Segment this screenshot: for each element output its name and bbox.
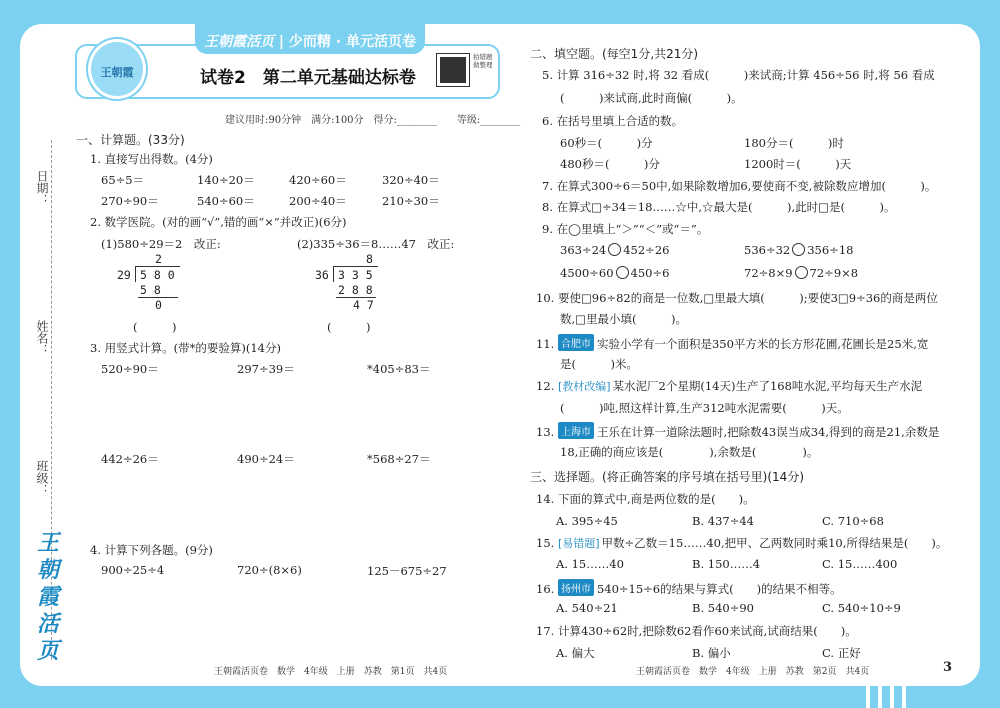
q3-item: 442÷26＝	[101, 452, 159, 466]
q2-title: 2. 数学医院。(对的画“√”,错的画“×”并改正)(6分)	[90, 215, 347, 229]
date-label: 日期：	[35, 170, 49, 206]
q4-item: 720÷(8×6)	[237, 563, 302, 577]
q6-title: 6. 在括号里填上合适的数。	[542, 114, 684, 128]
q11-line1: 11. 合肥市 实验小学有一个面积是350平方米的长方形花圃,花圃长是25米,宽	[536, 334, 928, 352]
ld-b-quotient: 8	[366, 252, 373, 266]
q6-item: 480秒＝( )分	[560, 157, 660, 171]
q15-option: B. 150……4	[692, 557, 761, 571]
section-1-title: 一、计算题。(33分)	[76, 133, 185, 147]
ld-a-bracket	[135, 266, 136, 282]
source-tag: [教材改编]	[557, 380, 611, 393]
q3-item: 490÷24＝	[237, 452, 295, 466]
compare-circle[interactable]	[608, 243, 621, 256]
q2a-answer[interactable]: ( )	[133, 320, 177, 334]
sheet-meta: 建议用时:90分钟 满分:100分 得分:________ 等级:________	[225, 115, 521, 126]
q9-item: 4500÷60 450÷6	[560, 266, 670, 280]
q3-item: *568÷27＝	[367, 452, 431, 466]
ld-a-divisor: 29	[117, 268, 131, 282]
footer-right: 王朝霞活页卷 数学 4年级 上册 苏教 第2页 共4页	[636, 667, 870, 677]
q14-option: B. 437÷44	[692, 514, 754, 528]
q17-option: B. 偏小	[692, 646, 731, 660]
q14-option: A. 395÷45	[556, 514, 618, 528]
top-banner: 王朝霞活页 | 少而精 · 单元活页卷	[195, 24, 425, 54]
q3-item: 520÷90＝	[101, 362, 159, 376]
qr-caption: 拍错题做整理	[473, 53, 493, 69]
section-2-title: 二、填空题。(每空1分,共21分)	[530, 47, 699, 61]
q13-line1: 13. 上海市 王乐在计算一道除法题时,把除数43误当成34,得到的商是21,余数是	[536, 422, 939, 440]
q3-item: 297÷39＝	[237, 362, 295, 376]
q1-item: 420÷60＝	[289, 173, 347, 187]
q15-option: C. 15……400	[822, 557, 898, 571]
compare-circle[interactable]	[792, 243, 805, 256]
q17-option: A. 偏大	[556, 646, 595, 660]
q4-item: 900÷25÷4	[101, 563, 165, 577]
q13-line2: 18,正确的商应该是( ),余数是( )。	[560, 445, 819, 459]
q6-item: 180分＝( )时	[744, 136, 844, 150]
sheet-title: 试卷2 第二单元基础达标卷	[200, 68, 416, 88]
top-title: 少而精 · 单元活页卷	[288, 34, 416, 50]
ld-a-quotient: 2	[155, 252, 162, 266]
q15-option: A. 15……40	[556, 557, 624, 571]
q16-option: A. 540÷21	[556, 601, 618, 615]
source-tag: [易错题]	[557, 537, 600, 550]
q4-title: 4. 计算下列各题。(9分)	[90, 543, 213, 557]
q1-item: 320÷40＝	[382, 173, 440, 187]
ld-b-divisor: 36	[315, 268, 329, 282]
q6-item: 60秒＝( )分	[560, 136, 653, 150]
ld-a-bar	[135, 266, 180, 267]
q5-line1: 5. 计算 316÷32 时,将 32 看成( )来试商;计算 456÷56 时,将 56 看成	[542, 68, 935, 82]
q4-item: 125－675÷27	[367, 564, 447, 578]
region-tag: 扬州市	[558, 579, 594, 596]
ld-a-dividend: 5 8 0	[140, 268, 175, 282]
top-brand: 王朝霞活页	[204, 34, 275, 50]
ld-a-row2: 0	[155, 298, 162, 312]
section-3-title: 三、选择题。(将正确答案的序号填在括号里)(14分)	[530, 470, 804, 484]
ld-b-dividend: 3 3 5	[338, 268, 373, 282]
ld-b-row2: 4 7	[353, 298, 374, 312]
q15-text: 15. [易错题] 甲数÷乙数＝15……40,把甲、乙两数同时乘10,所得结果是( )。	[536, 536, 948, 550]
region-tag: 上海市	[558, 422, 594, 439]
q12-line2: ( )吨,照这样计算,生产312吨水泥需要( )天。	[560, 401, 849, 415]
ld-b-bar	[333, 266, 378, 267]
q1-item: 270÷90＝	[101, 194, 159, 208]
q1-item: 140÷20＝	[197, 173, 255, 187]
q1-item: 540÷60＝	[197, 194, 255, 208]
q1-item: 210÷30＝	[382, 194, 440, 208]
q9-item: 72÷8×9 72÷9×8	[744, 266, 859, 280]
ld-a-row1: 5 8	[140, 283, 161, 297]
q16-text: 16. 扬州市 540÷15÷6的结果与算式( )的结果不相等。	[536, 579, 842, 597]
q17-text: 17. 计算430÷62时,把除数62看作60来试商,试商结果( )。	[536, 624, 857, 638]
compare-circle[interactable]	[616, 266, 629, 279]
q1-title: 1. 直接写出得数。(4分)	[90, 152, 213, 166]
q12-line1: 12. [教材改编] 某水泥厂2个星期(14天)生产了168吨水泥,平均每天生产水泥	[536, 379, 923, 393]
ld-b-bracket	[333, 266, 334, 282]
page-number: 3	[943, 660, 953, 675]
region-tag: 合肥市	[558, 334, 594, 351]
q2a-text: (1)580÷29＝2 改正:	[101, 237, 221, 251]
class-label: 班级：	[35, 460, 49, 496]
q6-item: 1200时＝( )天	[744, 157, 852, 171]
q1-item: 200÷40＝	[289, 194, 347, 208]
footer-left: 王朝霞活页卷 数学 4年级 上册 苏教 第1页 共4页	[214, 667, 448, 677]
q9-item: 363÷24 452÷26	[560, 243, 670, 257]
qr-code-icon[interactable]	[437, 54, 469, 86]
q3-title: 3. 用竖式计算。(带*的要验算)(14分)	[90, 341, 281, 355]
q10-line1: 10. 要使□96÷82的商是一位数,□里最大填( );要使3□9÷36的商是两位	[536, 291, 938, 305]
q9-title: 9. 在◯里填上“＞”“＜”或“＝”。	[542, 222, 709, 236]
q16-option: C. 540÷10÷9	[822, 601, 901, 615]
q10-line2: 数,□里最小填( )。	[560, 312, 687, 326]
brand-logo: 王朝霞	[88, 39, 146, 99]
q2b-text: (2)335÷36＝8……47 改正:	[297, 237, 455, 251]
q2b-answer[interactable]: ( )	[327, 320, 371, 334]
q9-item: 536÷32 356÷18	[744, 243, 854, 257]
q17-option: C. 正好	[822, 646, 861, 660]
ld-b-row1: 2 8 8	[338, 283, 373, 297]
name-label: 姓名：	[35, 320, 49, 356]
q1-item: 65÷5＝	[101, 173, 145, 187]
compare-circle[interactable]	[795, 266, 808, 279]
q14-option: C. 710÷68	[822, 514, 884, 528]
q8-text: 8. 在算式□÷34＝18……☆中,☆最大是( ),此时□是( )。	[542, 200, 896, 214]
q3-item: *405÷83＝	[367, 362, 431, 376]
q16-option: B. 540÷90	[692, 601, 754, 615]
q7-text: 7. 在算式300÷6＝50中,如果除数增加6,要使商不变,被除数应增加( )。	[542, 179, 937, 193]
side-brand: 王朝霞活页	[36, 530, 59, 664]
q11-line2: 是( )米。	[560, 357, 638, 371]
q5-line2: ( )来试商,此时商偏( )。	[560, 91, 743, 105]
q14-text: 14. 下面的算式中,商是两位数的是( )。	[536, 492, 755, 506]
